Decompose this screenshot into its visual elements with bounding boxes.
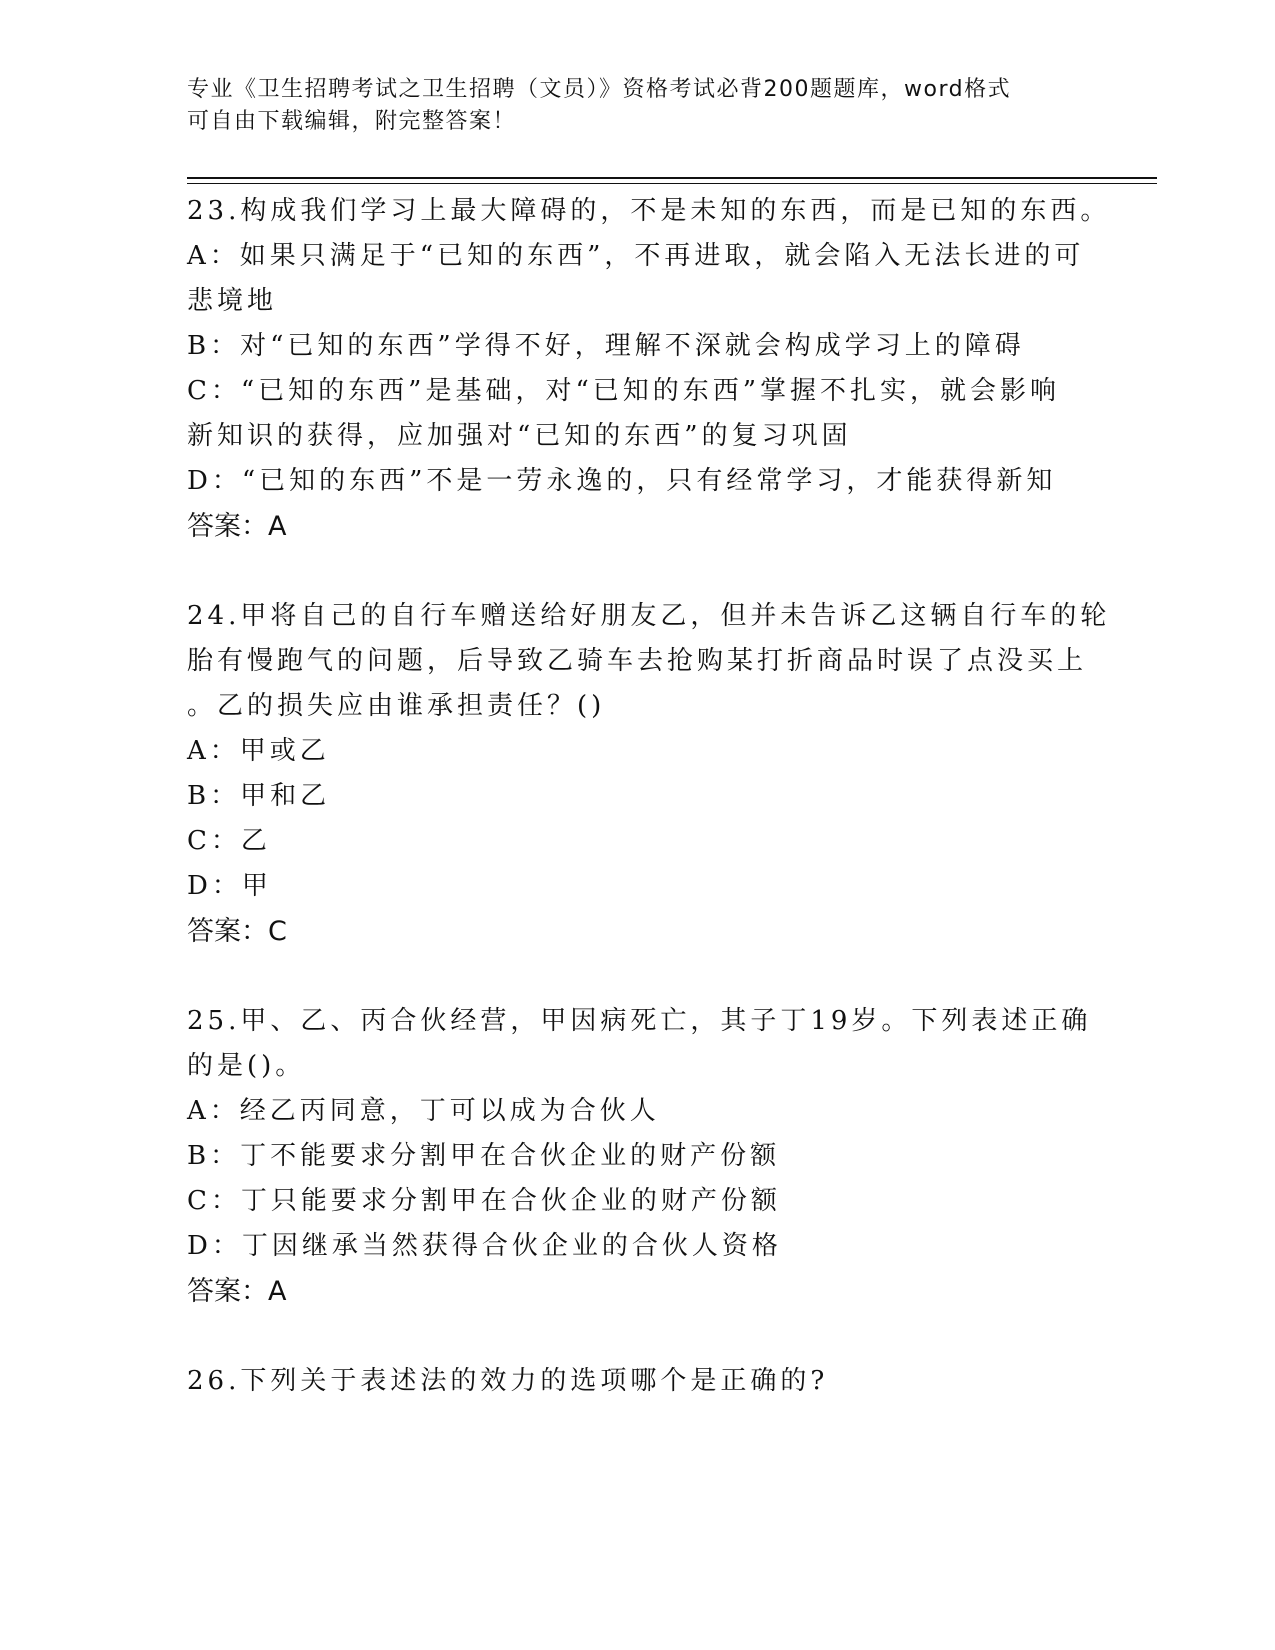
question-spacer — [187, 1314, 1087, 1359]
question-text: 25.甲、乙、丙合伙经营，甲因病死亡，其子丁19岁。下列表述正确 — [187, 1006, 1092, 1036]
option-text: A：甲或乙 — [187, 736, 330, 766]
question-spacer — [187, 549, 1087, 594]
option-text: C：“已知的东西”是基础，对“已知的东西”掌握不扎实，就会影响 — [187, 376, 1061, 406]
answer-text: 答案：A — [187, 511, 287, 542]
question-text: 24.甲将自己的自行车赠送给好朋友乙，但并未告诉乙这辆自行车的轮 — [187, 601, 1111, 631]
question-text: 的是()。 — [187, 1051, 306, 1081]
question-block — [187, 594, 1111, 999]
header-rule-thin — [187, 183, 1157, 184]
option-text: B：甲和乙 — [187, 781, 331, 811]
option-text: D：“已知的东西”不是一劳永逸的，只有经常学习，才能获得新知 — [187, 466, 1057, 496]
answer-text: 答案：C — [187, 916, 287, 947]
question-text: 23.构成我们学习上最大障碍的，不是未知的东西，而是已知的东西。 — [187, 196, 1111, 226]
question-text: 胎有慢跑气的问题，后导致乙骑车去抢购某打折商品时误了点没买上 — [187, 646, 1088, 676]
question-block — [187, 1359, 1087, 1404]
answer-text: 答案：A — [187, 1276, 287, 1307]
option-text: 新知识的获得，应加强对“已知的东西”的复习巩固 — [187, 421, 852, 451]
question-text: 。乙的损失应由谁承担责任？() — [187, 691, 606, 721]
option-text: B：对“已知的东西”学得不好，理解不深就会构成学习上的障碍 — [187, 331, 1025, 361]
header-line-2: 可自由下载编辑，附完整答案！ — [187, 109, 517, 134]
header-line-1: 专业《卫生招聘考试之卫生招聘（文员）》资格考试必背200题题库，word格式 — [187, 77, 1012, 102]
option-text: C：乙 — [187, 826, 271, 856]
option-text: C：丁只能要求分割甲在合伙企业的财产份额 — [187, 1186, 781, 1216]
question-block — [187, 999, 1092, 1359]
header-rule-thick — [187, 177, 1157, 179]
option-text: D：丁因继承当然获得合伙企业的合伙人资格 — [187, 1231, 782, 1261]
question-block — [187, 189, 1111, 594]
option-text: B：丁不能要求分割甲在合伙企业的财产份额 — [187, 1141, 781, 1171]
question-text: 26.下列关于表述法的效力的选项哪个是正确的? — [187, 1366, 829, 1396]
option-text: 悲境地 — [187, 286, 278, 316]
option-text: A：如果只满足于“已知的东西”，不再进取，就会陷入无法长进的可 — [187, 241, 1085, 271]
document-header — [187, 74, 1067, 138]
question-list — [187, 189, 1111, 1404]
option-text: A：经乙丙同意，丁可以成为合伙人 — [187, 1096, 660, 1126]
question-spacer — [187, 954, 1087, 999]
option-text: D：甲 — [187, 871, 272, 901]
